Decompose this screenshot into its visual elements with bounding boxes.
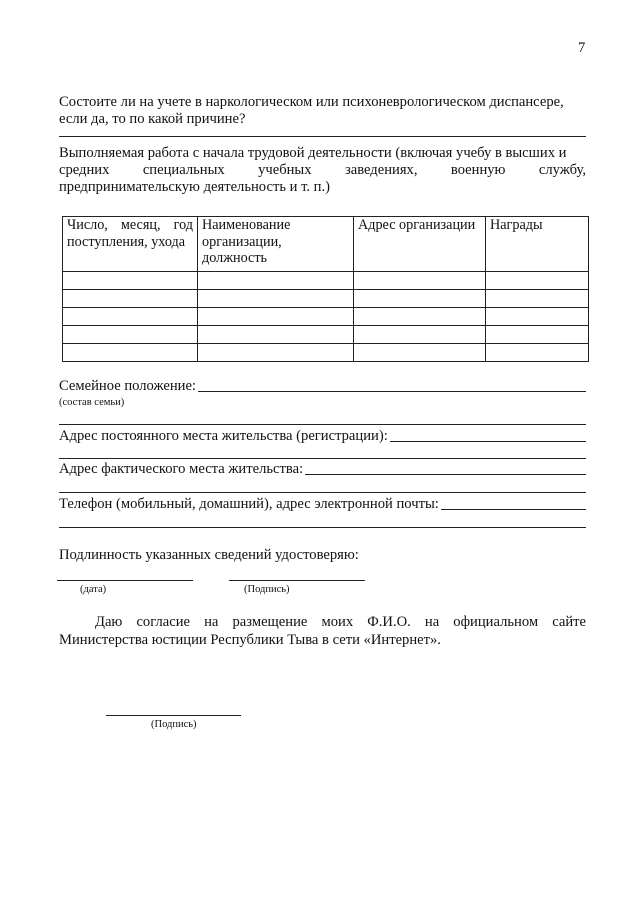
- family-status-row: [59, 378, 586, 395]
- final-signature-caption: (Подпись): [151, 719, 197, 730]
- table-cell[interactable]: [198, 290, 354, 308]
- table-cell[interactable]: [354, 344, 486, 362]
- header-awards: Награды: [486, 217, 589, 272]
- contacts-extra-line[interactable]: [59, 527, 586, 528]
- actual-address-line[interactable]: [305, 474, 586, 475]
- certify-text: Подлинность указанных сведений удостоверяю:: [59, 547, 359, 563]
- table-cell[interactable]: [63, 344, 198, 362]
- header-dates: Число, месяц, год поступления, ухода: [63, 217, 198, 272]
- permanent-address-extra-line[interactable]: [59, 458, 586, 459]
- date-caption: (дата): [80, 584, 107, 595]
- registry-question-line1: Состоите ли на учете в наркологическом или психоневрологическом диспансере,: [59, 94, 564, 110]
- permanent-address-line[interactable]: [390, 441, 586, 442]
- table-cell[interactable]: [63, 326, 198, 344]
- work-question-line1: Выполняемая работа с начала трудовой деятельности (включая учебу в высших и: [59, 145, 567, 161]
- table-cell[interactable]: [486, 272, 589, 290]
- certify-signature-caption: (Подпись): [244, 584, 290, 595]
- table-cell[interactable]: [486, 326, 589, 344]
- date-line[interactable]: [57, 580, 193, 581]
- table-cell[interactable]: [198, 344, 354, 362]
- registry-question-line2: если да, то по какой причине?: [59, 111, 246, 127]
- table-cell[interactable]: [486, 308, 589, 326]
- family-status-extra-line[interactable]: [59, 424, 586, 425]
- certify-signature-line[interactable]: [229, 580, 365, 581]
- final-signature-line[interactable]: [106, 715, 241, 716]
- table-row: [63, 344, 589, 362]
- table-cell[interactable]: [354, 272, 486, 290]
- page-number: 7: [578, 40, 586, 56]
- table-row: [63, 290, 589, 308]
- actual-address-extra-line[interactable]: [59, 492, 586, 493]
- table-row: [63, 326, 589, 344]
- actual-address-label: Адрес фактического места жительства:: [59, 461, 304, 477]
- contacts-row: [59, 496, 586, 513]
- table-cell[interactable]: [354, 308, 486, 326]
- work-question-line2: средних специальных учебных заведениях, военную службу,: [59, 162, 586, 178]
- table-cell[interactable]: [198, 326, 354, 344]
- table-cell[interactable]: [198, 272, 354, 290]
- table-cell[interactable]: [486, 290, 589, 308]
- table-cell[interactable]: [198, 308, 354, 326]
- permanent-address-label: Адрес постоянного места жительства (регистрации):: [59, 428, 388, 444]
- contacts-line[interactable]: [441, 509, 586, 510]
- table-cell[interactable]: [63, 272, 198, 290]
- table-cell[interactable]: [63, 290, 198, 308]
- table-cell[interactable]: [486, 344, 589, 362]
- family-status-line[interactable]: [198, 391, 586, 392]
- table-row: [63, 272, 589, 290]
- table-row: [63, 308, 589, 326]
- permanent-address-row: [59, 428, 586, 445]
- family-status-label: Семейное положение:: [59, 378, 196, 394]
- actual-address-row: [59, 461, 586, 478]
- header-organization: Наименование организации, должность: [198, 217, 354, 272]
- table-cell[interactable]: [354, 290, 486, 308]
- work-question-line3: предпринимательскую деятельность и т. п.): [59, 179, 330, 195]
- consent-line1: Даю согласие на размещение моих Ф.И.О. на официальном сайте: [95, 614, 586, 630]
- family-status-sublabel: (состав семьи): [59, 397, 125, 408]
- header-address: Адрес организации: [354, 217, 486, 272]
- table-header-row: [63, 217, 589, 272]
- contacts-label: Телефон (мобильный, домашний), адрес электронной почты:: [59, 496, 439, 512]
- work-history-table: [62, 216, 589, 362]
- table-cell[interactable]: [63, 308, 198, 326]
- consent-line2: Министерства юстиции Республики Тыва в сети «Интернет».: [59, 632, 441, 648]
- registry-answer-line[interactable]: [59, 136, 586, 137]
- table-cell[interactable]: [354, 326, 486, 344]
